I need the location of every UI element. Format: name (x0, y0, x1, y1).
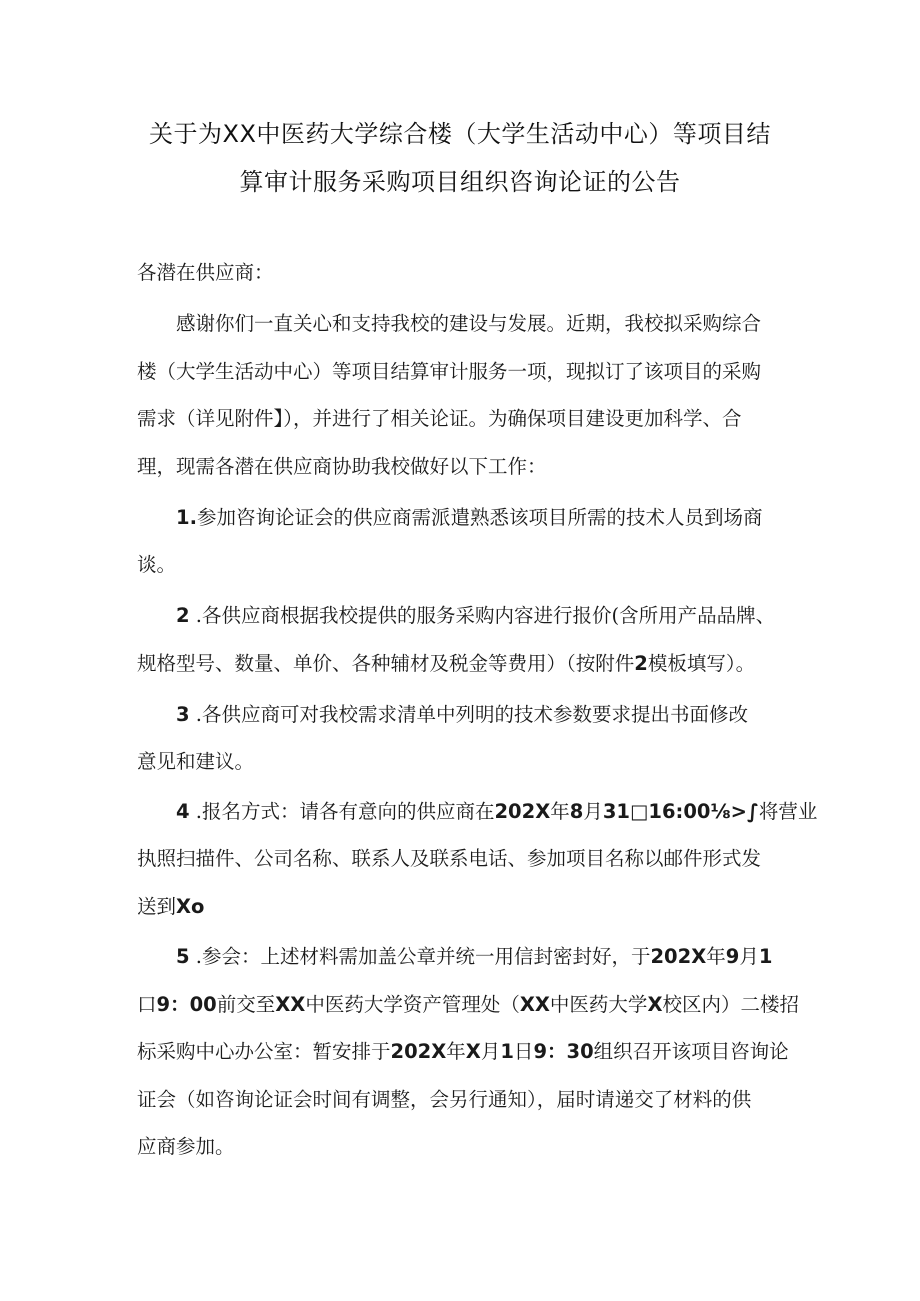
salutation: 各潜在供应商： (137, 261, 274, 284)
item-4-number: 4 (176, 800, 190, 823)
item-1-number: 1. (176, 506, 197, 529)
item-5-line-3: 标采购中心办公室：暂安排于202X年X月1日9：30组织召开该项目咨询论 (137, 1040, 789, 1063)
item-4-line-2: 执照扫描件、公司名称、联系人及联系电话、参加项目名称以邮件形式发 (137, 847, 762, 870)
item-4-line-1: 4 .报名方式：请各有意向的供应商在202X年8月31□16:00⅛>∫将营业 (176, 800, 818, 823)
item-1-line-2: 谈。 (137, 553, 177, 576)
item-1-line-1: 1.参加咨询论证会的供应商需派遣熟悉该项目所需的技术人员到场商 (176, 506, 763, 529)
item-2-number: 2 (176, 604, 190, 627)
item-5-line-5: 应商参加。 (137, 1135, 235, 1158)
item-2-line-2: 规格型号、数量、单价、各种辅材及税金等费用）（按附件2模板填写）。 (137, 652, 756, 675)
item-3-number: 3 (176, 703, 190, 726)
intro-line-2: 楼（大学生活动中心）等项目结算审计服务一项，现拟订了该项目的采购 (137, 360, 762, 383)
document-title-line-2: 算审计服务采购项目组织咨询论证的公告 (239, 168, 681, 196)
intro-line-3: 需求（详见附件】），并进行了相关论证。为确保项目建设更加科学、合 (137, 407, 742, 430)
item-5-number: 5 (176, 945, 190, 968)
item-2-line-1: 2 .各供应商根据我校提供的服务采购内容进行报价(含所用产品品牌、 (176, 604, 776, 627)
intro-line-1: 感谢你们一直关心和支持我校的建设与发展。近期，我校拟采购综合 (176, 312, 762, 335)
intro-line-4: 理，现需各潜在供应商协助我校做好以下工作： (137, 455, 547, 478)
item-5-line-2: 口9：00前交至XX中医药大学资产管理处（XX中医药大学X校区内）二楼招 (137, 993, 799, 1016)
document-title-line-1: 关于为XX中医药大学综合楼（大学生活动中心）等项目结 (149, 120, 771, 148)
item-3-line-1: 3 .各供应商可对我校需求清单中列明的技术参数要求提出书面修改 (176, 703, 748, 726)
item-4-line-3: 送到Xo (137, 895, 205, 918)
item-3-line-2: 意见和建议。 (137, 750, 255, 773)
item-5-line-1: 5 .参会：上述材料需加盖公章并统一用信封密封好，于202X年9月1 (176, 945, 773, 968)
item-5-line-4: 证会（如咨询论证会时间有调整，会另行通知），届时请递交了材料的供 (137, 1088, 752, 1111)
